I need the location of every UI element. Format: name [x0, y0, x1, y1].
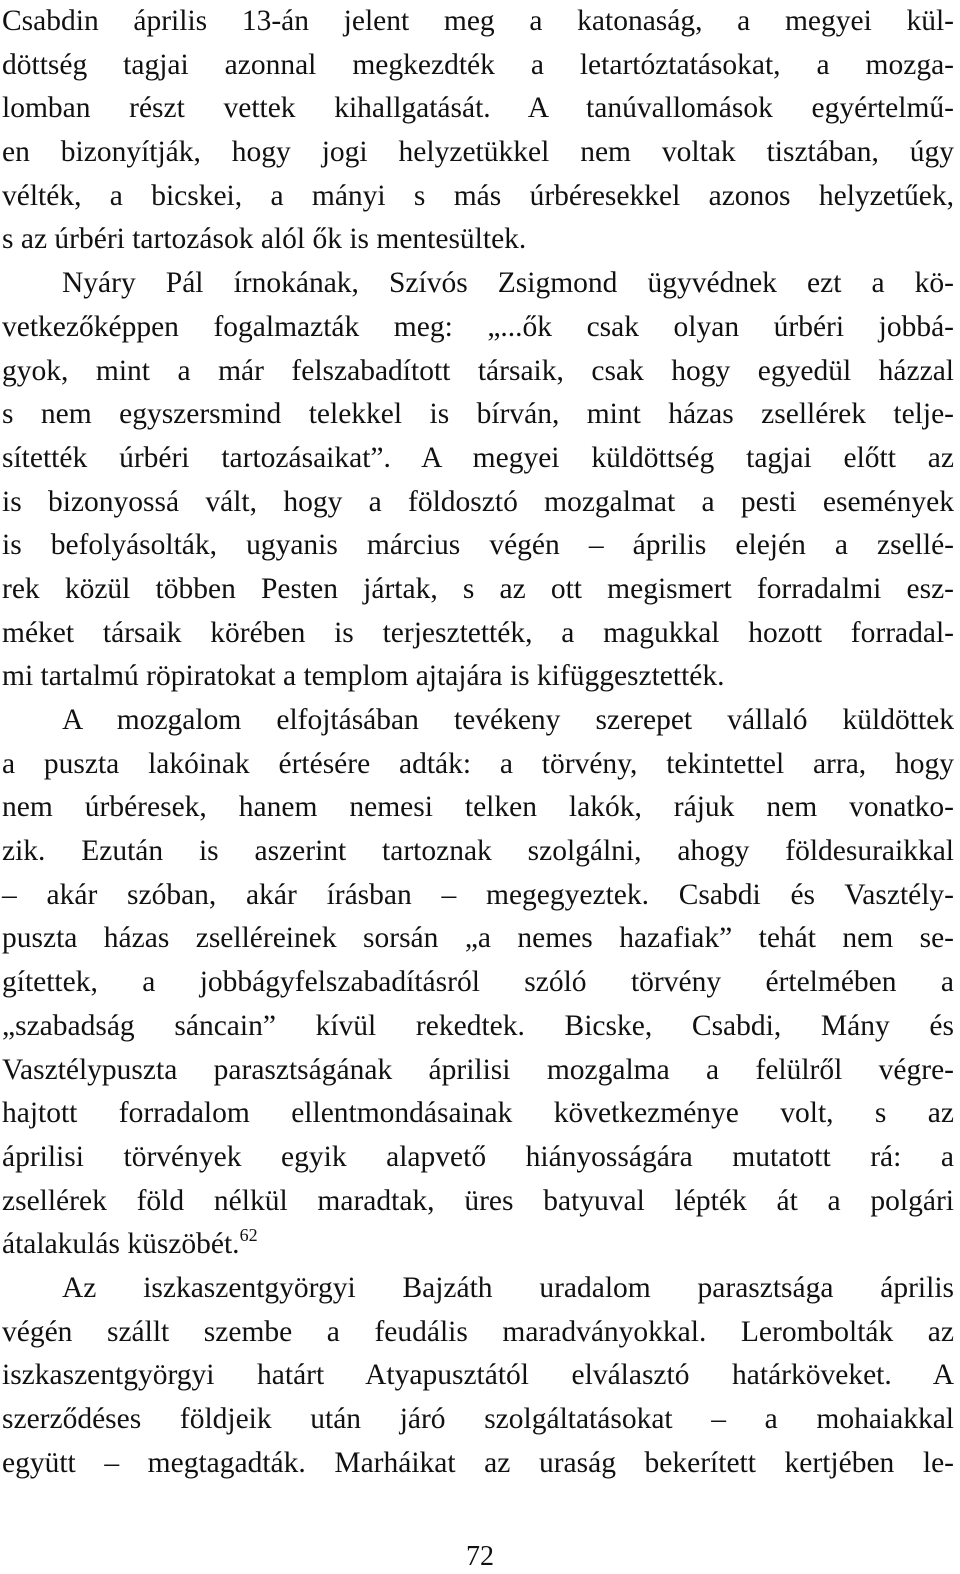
text-line: hajtott forradalom ellentmondásainak következménye volt, s az	[2, 1097, 954, 1130]
text-line: vetkezőképpen fogalmazták meg: „...ők csak olyan úrbéri jobbá-	[2, 310, 954, 343]
text-line: méket társaik körében is terjesztették, a magukkal hozott forradal-	[2, 616, 954, 649]
text-line: Csabdin április 13-án jelent meg a katonaság, a megyei kül-	[2, 5, 954, 37]
text-line: nem úrbéresek, hanem nemesi telken lakók, rájuk nem vonatko-	[2, 791, 954, 824]
text-line: szerződéses földjeik után járó szolgáltatásokat – a mohaiakkal	[2, 1403, 954, 1435]
text-line: en bizonyítják, hogy jogi helyzetükkel nem voltak tisztában, úgy	[2, 136, 954, 169]
text-line: Az iszkaszentgyörgyi Bajzáth uradalom parasztsága április	[62, 1271, 954, 1304]
text-line: zik. Ezután is aszerint tartoznak szolgálni, ahogy földesuraikkal	[2, 835, 954, 868]
text-line: gyok, mint a már felszabadított társaik, csak hogy egyedül házzal	[2, 354, 954, 387]
paragraph-1	[2, 0, 954, 262]
paragraph-4	[2, 1267, 954, 1485]
text-line: áprilisi törvények egyik alapvető hiányosságára mutatott rá: a	[2, 1140, 954, 1173]
text-line-with-footnote	[2, 1223, 954, 1267]
text-line: Vasztélypuszta parasztságának áprilisi mozgalma a felülről végre-	[2, 1053, 954, 1086]
text-line: sítették úrbéri tartozásaikat”. A megyei küldöttség tagjai előtt az	[2, 441, 954, 474]
text-line: s nem egyszersmind telekkel is bírván, mint házas zsellérek telje-	[2, 398, 954, 431]
text-line: gítettek, a jobbágyfelszabadításról szóló törvény értelmében a	[2, 966, 954, 999]
text-line: „szabadság sáncain” kívül rekedtek. Bicske, Csabdi, Mány és	[2, 1009, 954, 1042]
body-text	[2, 0, 954, 1485]
text-line: is befolyásolták, ugyanis március végén – április elején a zsellé-	[2, 529, 954, 562]
paragraph-3	[2, 699, 954, 1267]
text-line: végén szállt szembe a feudális maradványokkal. Lerombolták az	[2, 1315, 954, 1348]
text-line: s az úrbéri tartozások alól ők is mentesültek.	[2, 223, 527, 256]
text-line: együtt – megtagadták. Marháikat az uraság bekerített kertjében le-	[2, 1446, 954, 1479]
text-line: A mozgalom elfojtásában tevékeny szerepet vállaló küldöttek	[62, 704, 954, 736]
text-line: puszta házas zselléreinek sorsán „a nemes hazafiak” tehát nem se-	[2, 922, 954, 955]
text-line: mi tartalmú röpiratokat a templom ajtajára is kifüggesztették.	[2, 660, 725, 693]
text-line: rek közül többen Pesten jártak, s az ott megismert forradalmi esz-	[2, 572, 954, 605]
footnote-reference[interactable]: 62	[239, 1225, 258, 1246]
text-line-content: átalakulás küszöbét.	[2, 1228, 240, 1261]
text-line: lomban részt vettek kihallgatását. A tanúvallomások egyértelmű-	[2, 92, 954, 125]
text-line: Nyáry Pál írnokának, Szívós Zsigmond ügyvédnek ezt a kö-	[62, 267, 954, 300]
text-line: iszkaszentgyörgyi határt Atyapusztától elválasztó határköveket. A	[2, 1359, 954, 1392]
text-line: zsellérek föld nélkül maradtak, üres batyuval lépték át a polgári	[2, 1184, 954, 1217]
text-line: is bizonyossá vált, hogy a földosztó mozgalmat a pesti események	[2, 485, 954, 518]
text-line: vélték, a bicskei, a mányi s más úrbéresekkel azonos helyzetűek,	[2, 179, 954, 212]
paragraph-2	[2, 262, 954, 699]
page-number: 72	[466, 1541, 494, 1572]
text-line: a puszta lakóinak értésére adták: a törvény, tekintettel arra, hogy	[2, 747, 954, 780]
text-line: – akár szóban, akár írásban – megegyeztek. Csabdi és Vasztély-	[2, 878, 954, 911]
text-line: döttség tagjai azonnal megkezdték a letartóztatásokat, a mozga-	[2, 48, 954, 81]
